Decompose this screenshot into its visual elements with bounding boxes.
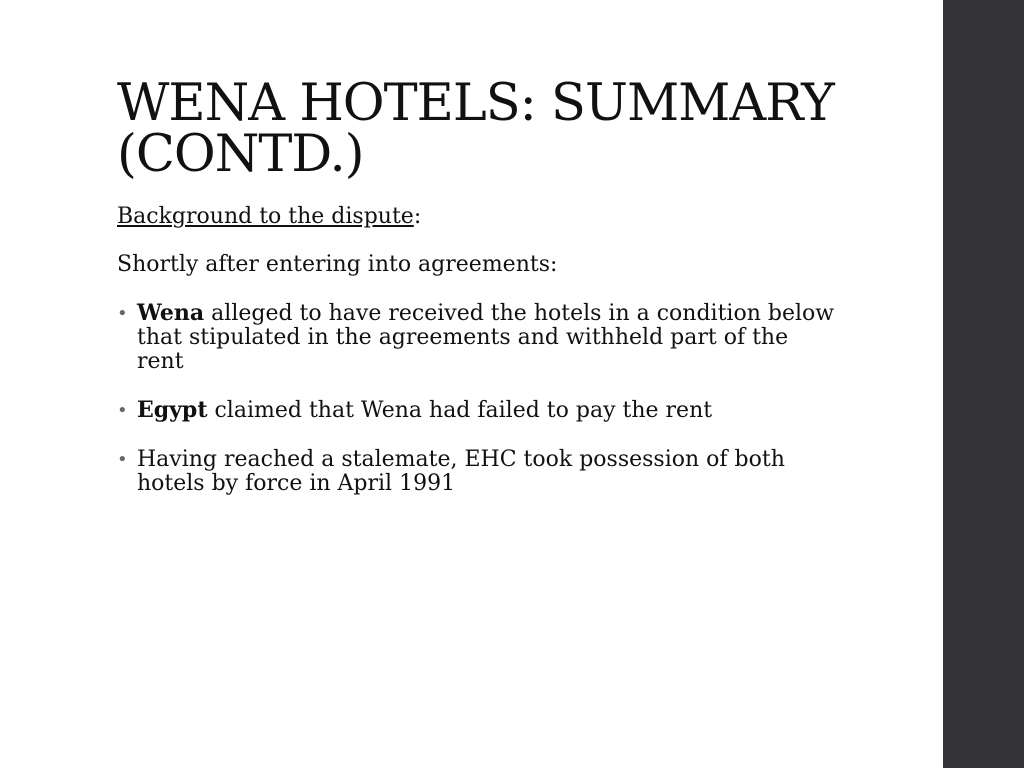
bullet-dot-icon: • xyxy=(117,400,128,421)
slide-title xyxy=(117,74,927,184)
background-heading: Background to the dispute xyxy=(117,204,414,229)
bullet-text: alleged to have received the hotels in a condition below that stipulated in the agreements and withheld part of the rent xyxy=(137,301,835,374)
bullet-text: claimed that Wena had failed to pay the rent xyxy=(207,398,713,423)
background-heading-paragraph xyxy=(117,205,837,229)
bullet-bold: Egypt xyxy=(137,397,208,423)
bullet-dot-icon: • xyxy=(117,449,128,470)
title-line-2: (CONTD.) xyxy=(117,125,364,184)
bullet-list xyxy=(117,301,837,496)
bullet-item-stalemate xyxy=(117,447,837,496)
title-line-1: WENA HOTELS: SUMMARY xyxy=(117,74,834,133)
bullet-dot-icon: • xyxy=(117,303,128,324)
bullet-text: Having reached a stalemate, EHC took possession of both hotels by force in April 1991 xyxy=(137,447,785,496)
intro-text: Shortly after entering into agreements: xyxy=(117,252,558,277)
right-sidebar-band xyxy=(943,0,1024,768)
bullet-item-egypt xyxy=(117,398,837,423)
slide-body xyxy=(117,205,837,520)
bullet-bold: Wena xyxy=(137,300,205,326)
bullet-item-wena xyxy=(117,301,837,374)
background-colon: : xyxy=(413,204,422,229)
